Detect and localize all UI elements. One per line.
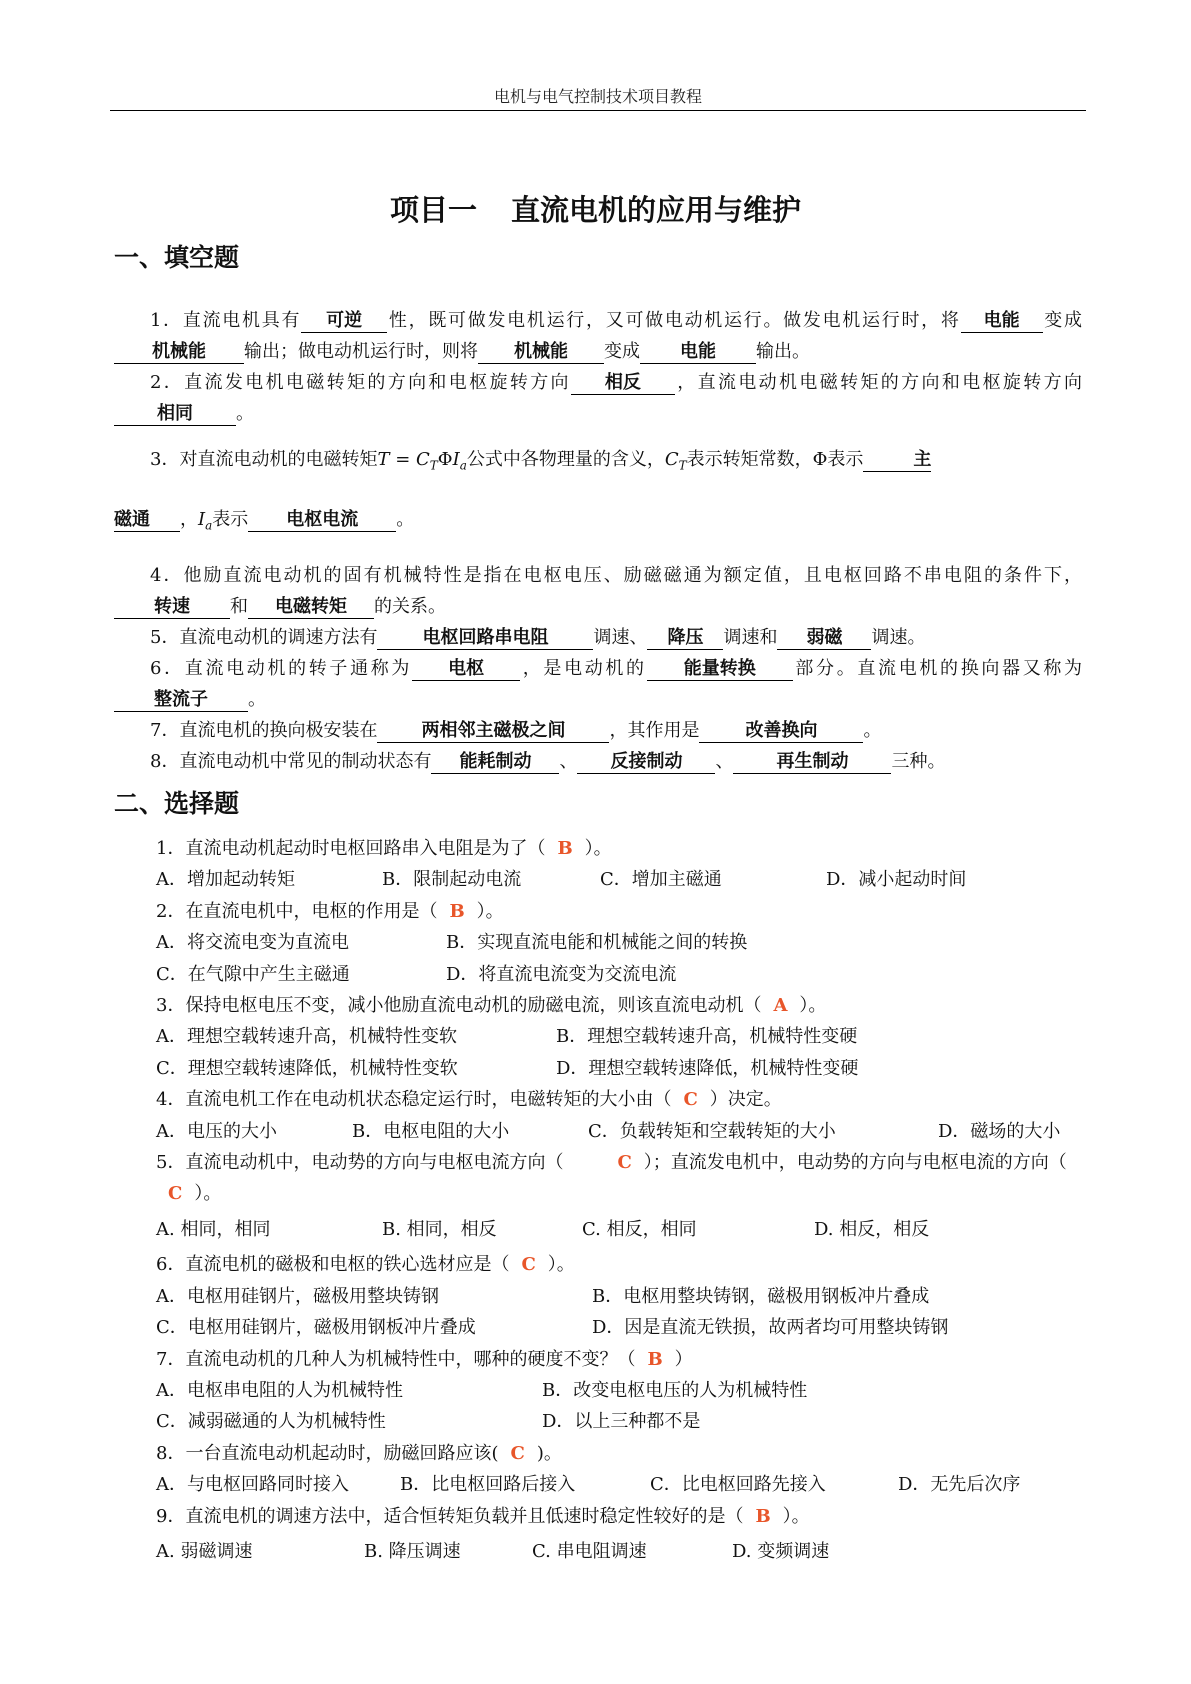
question-text: 1．直流电机具有	[150, 310, 302, 331]
choice-question-1	[114, 833, 1094, 864]
option: B. 降压调速	[364, 1540, 461, 1562]
running-header: 电机与电气控制技术项目教程	[493, 87, 702, 106]
option: D．无先后次序	[898, 1474, 1021, 1496]
page-title	[0, 188, 1191, 229]
fill-blank-section	[114, 305, 1082, 777]
option: A．电枢用硅钢片，磁极用整块铸钢	[156, 1285, 439, 1307]
question-text: ）。	[476, 900, 504, 922]
answer-letter: B	[647, 1348, 663, 1370]
answer-blank: 电能	[961, 310, 1043, 333]
question-text: 变成	[1042, 310, 1083, 331]
question-text: 、	[559, 751, 578, 773]
option-row	[114, 1281, 1094, 1312]
question-text: 和	[230, 596, 248, 618]
question-text: 。	[236, 403, 254, 424]
option-row	[114, 1053, 1094, 1084]
answer-letter: B	[755, 1505, 771, 1527]
answer-blank: 反接制动	[577, 751, 715, 774]
answer-letter: C	[617, 1152, 632, 1174]
question-text: 部分。直流电机的换向器又称为	[792, 658, 1083, 680]
question-text: 的关系。	[374, 596, 446, 618]
option: D．因是直流无铁损，故两者均可用整块铸钢	[592, 1317, 949, 1339]
option-row	[114, 1312, 1094, 1343]
option-row	[114, 864, 1094, 895]
option: A. 弱磁调速	[156, 1540, 253, 1562]
question-text: ）。	[584, 838, 612, 859]
formula-symbol: C	[416, 449, 430, 470]
fill-question-1	[114, 305, 1082, 367]
question-text: 输出。	[756, 341, 810, 362]
option: B．限制起动电流	[382, 869, 522, 891]
answer-blank: 主	[863, 449, 931, 472]
fill-question-7	[114, 715, 1082, 746]
choice-question-5	[114, 1147, 1094, 1210]
option: A．理想空载转速升高，机械特性变软	[156, 1026, 457, 1048]
answer-letter: C	[521, 1254, 536, 1276]
question-text: ）。	[782, 1505, 810, 1527]
option: B．电枢电阻的大小	[352, 1120, 510, 1142]
option: C．减弱磁通的人为机械特性	[156, 1411, 386, 1433]
formula-subscript: T	[678, 458, 687, 473]
formula-subscript: a	[459, 458, 467, 473]
option: C．增加主磁通	[600, 869, 722, 891]
option: C．理想空载转速降低，机械特性变软	[156, 1057, 458, 1079]
option-row	[114, 1116, 1094, 1147]
option-row	[114, 1406, 1094, 1437]
formula-symbol: I	[198, 508, 206, 530]
torque-constant-symbol	[664, 449, 687, 473]
answer-blank: 转速	[114, 596, 230, 619]
question-text: 1．直流电动机起动时电枢回路串入电阻是为了（	[156, 838, 546, 859]
answer-letter: C	[510, 1442, 525, 1464]
current-symbol	[198, 508, 213, 533]
option-row	[114, 1375, 1094, 1406]
formula-subscript: T	[429, 458, 438, 473]
option: A．与电枢回路同时接入	[156, 1474, 349, 1496]
question-text: 8．直流电动机中常见的制动状态有	[150, 751, 432, 773]
question-text: 8．一台直流电动机起动时，励磁回路应该(	[156, 1442, 499, 1464]
title-part2: 直流电机的应用与维护	[511, 193, 802, 227]
option-row	[114, 1469, 1094, 1500]
fill-question-6	[114, 653, 1082, 715]
choice-question-6	[114, 1249, 1094, 1280]
choice-question-9	[114, 1501, 1094, 1532]
option: D. 相反，相反	[814, 1218, 930, 1240]
answer-blank: 机械能	[114, 341, 244, 364]
question-text: 调速。	[871, 627, 926, 649]
option: D．减小起动时间	[826, 869, 967, 891]
question-text: ）；直流发电机中，电动势的方向与电枢电流的方向（	[643, 1152, 1067, 1174]
question-text: 7．直流电机的换向极安装在	[150, 720, 378, 742]
answer-blank: 电枢电流	[248, 509, 396, 532]
fill-question-8	[114, 746, 1082, 777]
question-text: 调速和	[723, 627, 778, 649]
choice-question-7	[114, 1344, 1094, 1375]
option: B．电枢用整块铸钢，磁极用钢板冲片叠成	[592, 1285, 930, 1307]
question-text: 4．直流电机工作在电动机状态稳定运行时，电磁转矩的大小由（	[156, 1089, 672, 1111]
question-text: 公式中各物理量的含义，	[466, 449, 665, 470]
formula-symbol: =	[389, 449, 416, 470]
option: A. 相同，相同	[156, 1218, 271, 1240]
question-text: ，直流电动机电磁转矩的方向和电枢旋转方向	[674, 372, 1083, 393]
answer-blank: 电枢	[412, 658, 520, 681]
section-multiple-choice-title: 二、选择题	[114, 789, 240, 818]
question-text: 4．他励直流电动机的固有机械特性是指在电枢电压、励磁磁通为额定值，且电枢回路不串电阻的条件下，	[150, 565, 1082, 587]
formula-subscript: a	[205, 518, 213, 533]
option: D. 变频调速	[732, 1540, 830, 1562]
answer-blank: 相同	[114, 403, 236, 426]
question-text: 5．直流电动机的调速方法有	[150, 627, 378, 649]
answer-blank: 整流子	[114, 689, 248, 712]
option: C．在气隙中产生主磁通	[156, 963, 350, 985]
question-text: 。	[863, 720, 882, 742]
question-text: ）决定。	[709, 1089, 782, 1111]
answer-blank: 电枢回路串电阻	[377, 627, 593, 650]
question-text: 2．直流发电机电磁转矩的方向和电枢旋转方向	[150, 372, 571, 393]
option-row	[114, 959, 1094, 990]
question-text: 2．在直流电机中，电枢的作用是（	[156, 900, 438, 922]
option: A．电枢串电阻的人为机械特性	[156, 1379, 403, 1401]
question-text: 3．保持电枢电压不变，减小他励直流电动机的励磁电流，则该直流电动机（	[156, 995, 762, 1017]
question-text: 。	[396, 508, 415, 530]
header-rule	[110, 110, 1086, 111]
option-row	[114, 1214, 1094, 1245]
question-text: 表示转矩常数，Φ表示	[686, 449, 864, 470]
answer-letter: C	[168, 1183, 183, 1205]
question-text: 调速、	[593, 627, 648, 649]
choice-question-3	[114, 990, 1094, 1021]
answer-letter: C	[683, 1089, 698, 1111]
answer-blank: 相反	[571, 372, 675, 395]
fill-question-3	[114, 443, 1082, 483]
question-text: 三种。	[891, 751, 946, 773]
question-text: 9．直流电机的调速方法中，适合恒转矩负载并且低速时稳定性较好的是（	[156, 1505, 744, 1527]
answer-blank: 能耗制动	[431, 751, 559, 774]
question-text: 变成	[604, 341, 640, 362]
answer-blank: 机械能	[478, 341, 604, 364]
answer-blank: 电磁转矩	[248, 596, 374, 619]
section-fill-blank-title: 一、填空题	[114, 243, 240, 272]
fill-question-2	[114, 367, 1082, 429]
answer-blank: 两相邻主磁极之间	[377, 720, 609, 743]
answer-letter: B	[557, 838, 573, 859]
question-text: 5．直流电动机中，电动势的方向与电枢电流方向（	[156, 1152, 564, 1174]
option-row	[114, 1021, 1094, 1052]
fill-question-4	[114, 560, 1082, 622]
question-text: )。	[536, 1442, 562, 1464]
choice-question-4	[114, 1084, 1094, 1115]
answer-blank: 再生制动	[733, 751, 891, 774]
option: C. 串电阻调速	[532, 1540, 647, 1562]
formula-symbol: Φ	[437, 449, 453, 470]
option: B．实现直流电能和机械能之间的转换	[446, 932, 748, 954]
answer-letter: B	[449, 900, 465, 922]
question-text: ）。	[194, 1183, 222, 1205]
formula-symbol: C	[664, 449, 679, 470]
question-text: 7．直流电动机的几种人为机械特性中，哪种的硬度不变？（	[156, 1348, 636, 1370]
multiple-choice-section	[114, 833, 1094, 1567]
option: D．磁场的大小	[938, 1120, 1061, 1142]
option: D．以上三种都不是	[542, 1411, 701, 1433]
choice-question-2	[114, 896, 1094, 927]
question-text: 6．直流电动机的转子通称为	[150, 658, 413, 680]
fill-question-5	[114, 622, 1082, 653]
option-row	[114, 1536, 1094, 1567]
option: C．电枢用硅钢片，磁极用钢板冲片叠成	[156, 1317, 476, 1339]
option: C. 相反，相同	[582, 1218, 697, 1240]
answer-blank: 降压	[647, 627, 723, 650]
answer-blank: 弱磁	[777, 627, 871, 650]
question-text: ，是电动机的	[520, 658, 647, 680]
question-text: 输出；做电动机运行时，则将	[244, 341, 478, 362]
option: B．比电枢回路后接入	[400, 1474, 576, 1496]
option: A．将交流电变为直流电	[156, 932, 349, 954]
answer-blank: 能量转换	[647, 658, 793, 681]
option: B．理想空载转速升高，机械特性变硬	[556, 1026, 858, 1048]
question-text: ，	[180, 508, 198, 530]
question-text: 。	[248, 689, 266, 711]
question-text: ，其作用是	[609, 720, 700, 742]
option: B. 相同，相反	[382, 1218, 497, 1240]
option: A．电压的大小	[156, 1120, 277, 1142]
option: A．增加起动转矩	[156, 869, 295, 891]
answer-blank: 改善换向	[699, 720, 863, 743]
question-text: ）。	[547, 1254, 575, 1276]
option: D．理想空载转速降低，机械特性变硬	[556, 1057, 859, 1079]
question-text: 、	[715, 751, 734, 773]
formula-symbol: I	[452, 449, 460, 470]
title-part1: 项目一	[389, 193, 477, 227]
option-row	[114, 927, 1094, 958]
answer-blank: 磁通	[114, 509, 180, 532]
choice-question-8	[114, 1438, 1094, 1469]
option: C．比电枢回路先接入	[650, 1474, 826, 1496]
torque-formula	[377, 449, 467, 473]
question-text: 性，既可做发电机运行，又可做电动机运行。做发电机运行时，将	[387, 310, 961, 331]
option: C．负载转矩和空载转矩的大小	[588, 1120, 836, 1142]
option: B．改变电枢电压的人为机械特性	[542, 1379, 808, 1401]
answer-blank: 可逆	[301, 310, 387, 333]
formula-symbol: T	[377, 449, 390, 470]
question-text: ）。	[799, 995, 827, 1017]
answer-blank: 电能	[640, 341, 756, 364]
question-text: 6．直流电机的磁极和电枢的铁心选材应是（	[156, 1254, 510, 1276]
question-text: 表示	[212, 508, 249, 530]
answer-letter: A	[773, 995, 788, 1017]
question-text: 3．对直流电动机的电磁转矩	[150, 449, 378, 470]
option: D．将直流电流变为交流电流	[446, 963, 677, 985]
fill-question-3-continued	[114, 503, 1082, 543]
question-text: ）	[674, 1348, 693, 1370]
